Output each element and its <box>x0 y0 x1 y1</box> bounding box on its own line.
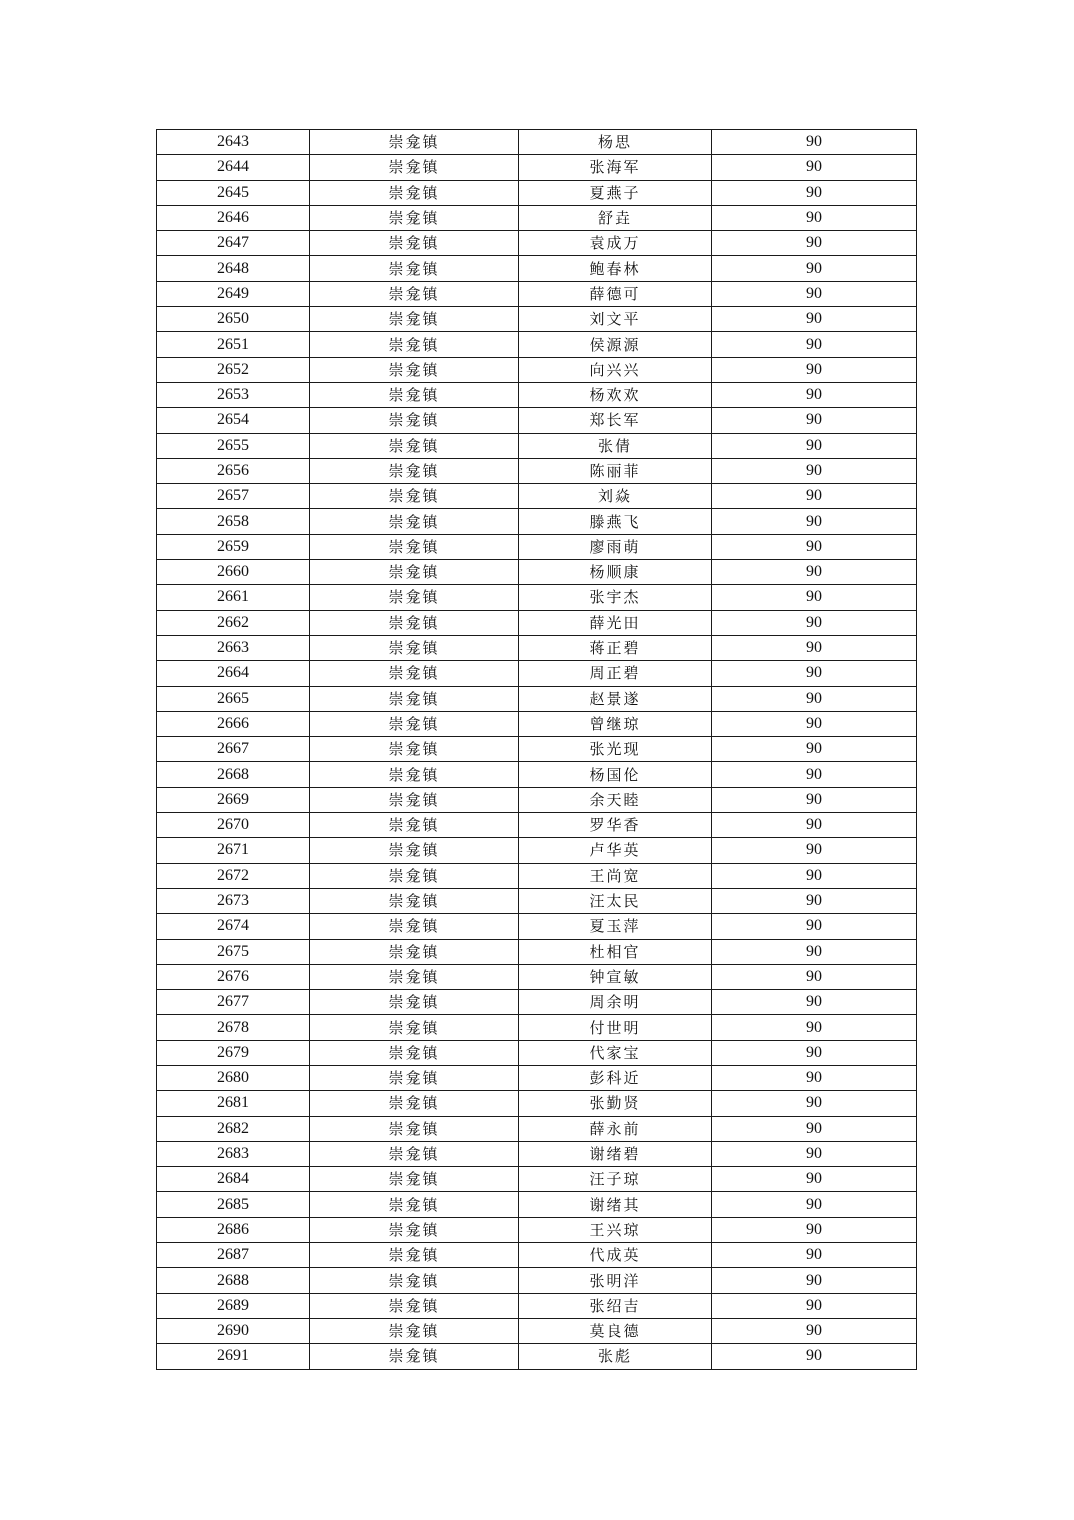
town-cell: 崇龛镇 <box>310 1268 519 1293</box>
town-cell: 崇龛镇 <box>310 408 519 433</box>
table-row <box>157 1217 917 1242</box>
person-name-cell: 汪太民 <box>519 888 712 913</box>
serial-number-cell: 2674 <box>157 914 310 939</box>
town-cell: 崇龛镇 <box>310 1065 519 1090</box>
town-cell: 崇龛镇 <box>310 509 519 534</box>
serial-number-cell: 2661 <box>157 585 310 610</box>
town-cell: 崇龛镇 <box>310 534 519 559</box>
amount-cell: 90 <box>712 939 917 964</box>
town-cell: 崇龛镇 <box>310 205 519 230</box>
serial-number-cell: 2691 <box>157 1344 310 1369</box>
amount-cell: 90 <box>712 1116 917 1141</box>
serial-number-cell: 2656 <box>157 458 310 483</box>
amount-cell: 90 <box>712 863 917 888</box>
table-row <box>157 560 917 585</box>
town-cell: 崇龛镇 <box>310 1192 519 1217</box>
serial-number-cell: 2672 <box>157 863 310 888</box>
person-name-cell: 侯源源 <box>519 332 712 357</box>
amount-cell: 90 <box>712 332 917 357</box>
table-row <box>157 231 917 256</box>
table-row <box>157 433 917 458</box>
table-row <box>157 813 917 838</box>
table-row <box>157 1344 917 1369</box>
person-name-cell: 王兴琼 <box>519 1217 712 1242</box>
amount-cell: 90 <box>712 711 917 736</box>
amount-cell: 90 <box>712 231 917 256</box>
amount-cell: 90 <box>712 408 917 433</box>
table-row <box>157 1141 917 1166</box>
table-row <box>157 458 917 483</box>
amount-cell: 90 <box>712 256 917 281</box>
table-row <box>157 382 917 407</box>
amount-cell: 90 <box>712 585 917 610</box>
person-name-cell: 薛德可 <box>519 281 712 306</box>
serial-number-cell: 2683 <box>157 1141 310 1166</box>
serial-number-cell: 2685 <box>157 1192 310 1217</box>
serial-number-cell: 2678 <box>157 1015 310 1040</box>
table-row <box>157 914 917 939</box>
person-name-cell: 谢绪碧 <box>519 1141 712 1166</box>
table-row <box>157 762 917 787</box>
person-name-cell: 夏玉萍 <box>519 914 712 939</box>
amount-cell: 90 <box>712 1243 917 1268</box>
amount-cell: 90 <box>712 484 917 509</box>
person-name-cell: 陈丽菲 <box>519 458 712 483</box>
town-cell: 崇龛镇 <box>310 711 519 736</box>
amount-cell: 90 <box>712 787 917 812</box>
table-row <box>157 205 917 230</box>
serial-number-cell: 2676 <box>157 964 310 989</box>
person-name-cell: 杨欢欢 <box>519 382 712 407</box>
person-name-cell: 张倩 <box>519 433 712 458</box>
serial-number-cell: 2653 <box>157 382 310 407</box>
roster-table-body <box>157 130 917 1370</box>
serial-number-cell: 2659 <box>157 534 310 559</box>
serial-number-cell: 2663 <box>157 635 310 660</box>
town-cell: 崇龛镇 <box>310 281 519 306</box>
person-name-cell: 薛光田 <box>519 610 712 635</box>
serial-number-cell: 2643 <box>157 130 310 155</box>
table-row <box>157 484 917 509</box>
town-cell: 崇龛镇 <box>310 180 519 205</box>
town-cell: 崇龛镇 <box>310 863 519 888</box>
table-row <box>157 1040 917 1065</box>
amount-cell: 90 <box>712 534 917 559</box>
serial-number-cell: 2649 <box>157 281 310 306</box>
table-row <box>157 661 917 686</box>
table-row <box>157 332 917 357</box>
person-name-cell: 向兴兴 <box>519 357 712 382</box>
person-name-cell: 舒垚 <box>519 205 712 230</box>
person-name-cell: 周余明 <box>519 990 712 1015</box>
amount-cell: 90 <box>712 180 917 205</box>
town-cell: 崇龛镇 <box>310 256 519 281</box>
serial-number-cell: 2662 <box>157 610 310 635</box>
person-name-cell: 曾继琼 <box>519 711 712 736</box>
serial-number-cell: 2668 <box>157 762 310 787</box>
town-cell: 崇龛镇 <box>310 382 519 407</box>
serial-number-cell: 2644 <box>157 155 310 180</box>
town-cell: 崇龛镇 <box>310 231 519 256</box>
amount-cell: 90 <box>712 1192 917 1217</box>
town-cell: 崇龛镇 <box>310 888 519 913</box>
person-name-cell: 刘焱 <box>519 484 712 509</box>
amount-cell: 90 <box>712 1217 917 1242</box>
person-name-cell: 鲍春林 <box>519 256 712 281</box>
town-cell: 崇龛镇 <box>310 762 519 787</box>
town-cell: 崇龛镇 <box>310 332 519 357</box>
town-cell: 崇龛镇 <box>310 1243 519 1268</box>
table-row <box>157 711 917 736</box>
person-name-cell: 张光现 <box>519 737 712 762</box>
table-row <box>157 1091 917 1116</box>
person-name-cell: 张勤贤 <box>519 1091 712 1116</box>
town-cell: 崇龛镇 <box>310 1318 519 1343</box>
amount-cell: 90 <box>712 1293 917 1318</box>
person-name-cell: 卢华英 <box>519 838 712 863</box>
table-row <box>157 1167 917 1192</box>
person-name-cell: 杨思 <box>519 130 712 155</box>
town-cell: 崇龛镇 <box>310 155 519 180</box>
table-row <box>157 686 917 711</box>
table-row <box>157 155 917 180</box>
amount-cell: 90 <box>712 964 917 989</box>
town-cell: 崇龛镇 <box>310 1141 519 1166</box>
person-name-cell: 代家宝 <box>519 1040 712 1065</box>
serial-number-cell: 2666 <box>157 711 310 736</box>
serial-number-cell: 2682 <box>157 1116 310 1141</box>
town-cell: 崇龛镇 <box>310 661 519 686</box>
table-row <box>157 534 917 559</box>
serial-number-cell: 2660 <box>157 560 310 585</box>
amount-cell: 90 <box>712 458 917 483</box>
table-row <box>157 357 917 382</box>
table-row <box>157 408 917 433</box>
person-name-cell: 付世明 <box>519 1015 712 1040</box>
town-cell: 崇龛镇 <box>310 838 519 863</box>
town-cell: 崇龛镇 <box>310 1293 519 1318</box>
town-cell: 崇龛镇 <box>310 130 519 155</box>
amount-cell: 90 <box>712 1318 917 1343</box>
serial-number-cell: 2665 <box>157 686 310 711</box>
amount-cell: 90 <box>712 914 917 939</box>
town-cell: 崇龛镇 <box>310 990 519 1015</box>
person-name-cell: 薛永前 <box>519 1116 712 1141</box>
person-name-cell: 余天睦 <box>519 787 712 812</box>
person-name-cell: 滕燕飞 <box>519 509 712 534</box>
person-name-cell: 莫良德 <box>519 1318 712 1343</box>
person-name-cell: 杜相官 <box>519 939 712 964</box>
serial-number-cell: 2654 <box>157 408 310 433</box>
serial-number-cell: 2677 <box>157 990 310 1015</box>
town-cell: 崇龛镇 <box>310 635 519 660</box>
person-name-cell: 杨顺康 <box>519 560 712 585</box>
serial-number-cell: 2667 <box>157 737 310 762</box>
serial-number-cell: 2658 <box>157 509 310 534</box>
town-cell: 崇龛镇 <box>310 1091 519 1116</box>
person-name-cell: 代成英 <box>519 1243 712 1268</box>
town-cell: 崇龛镇 <box>310 307 519 332</box>
serial-number-cell: 2646 <box>157 205 310 230</box>
table-row <box>157 787 917 812</box>
amount-cell: 90 <box>712 1015 917 1040</box>
table-row <box>157 130 917 155</box>
amount-cell: 90 <box>712 610 917 635</box>
town-cell: 崇龛镇 <box>310 458 519 483</box>
amount-cell: 90 <box>712 205 917 230</box>
town-cell: 崇龛镇 <box>310 914 519 939</box>
amount-cell: 90 <box>712 888 917 913</box>
town-cell: 崇龛镇 <box>310 1344 519 1369</box>
table-row <box>157 964 917 989</box>
table-row <box>157 737 917 762</box>
amount-cell: 90 <box>712 762 917 787</box>
table-row <box>157 863 917 888</box>
town-cell: 崇龛镇 <box>310 964 519 989</box>
serial-number-cell: 2680 <box>157 1065 310 1090</box>
amount-cell: 90 <box>712 990 917 1015</box>
table-row <box>157 1116 917 1141</box>
town-cell: 崇龛镇 <box>310 357 519 382</box>
person-name-cell: 廖雨萌 <box>519 534 712 559</box>
town-cell: 崇龛镇 <box>310 560 519 585</box>
amount-cell: 90 <box>712 686 917 711</box>
serial-number-cell: 2688 <box>157 1268 310 1293</box>
town-cell: 崇龛镇 <box>310 433 519 458</box>
serial-number-cell: 2648 <box>157 256 310 281</box>
table-row <box>157 1293 917 1318</box>
person-name-cell: 张绍吉 <box>519 1293 712 1318</box>
amount-cell: 90 <box>712 130 917 155</box>
amount-cell: 90 <box>712 661 917 686</box>
town-cell: 崇龛镇 <box>310 737 519 762</box>
serial-number-cell: 2686 <box>157 1217 310 1242</box>
serial-number-cell: 2650 <box>157 307 310 332</box>
table-row <box>157 1243 917 1268</box>
amount-cell: 90 <box>712 1065 917 1090</box>
amount-cell: 90 <box>712 281 917 306</box>
serial-number-cell: 2684 <box>157 1167 310 1192</box>
serial-number-cell: 2690 <box>157 1318 310 1343</box>
person-name-cell: 谢绪其 <box>519 1192 712 1217</box>
town-cell: 崇龛镇 <box>310 484 519 509</box>
amount-cell: 90 <box>712 838 917 863</box>
town-cell: 崇龛镇 <box>310 686 519 711</box>
person-name-cell: 王尚宽 <box>519 863 712 888</box>
amount-cell: 90 <box>712 1268 917 1293</box>
town-cell: 崇龛镇 <box>310 1116 519 1141</box>
amount-cell: 90 <box>712 307 917 332</box>
table-row <box>157 1268 917 1293</box>
person-name-cell: 钟宣敏 <box>519 964 712 989</box>
amount-cell: 90 <box>712 1344 917 1369</box>
person-name-cell: 汪子琼 <box>519 1167 712 1192</box>
amount-cell: 90 <box>712 813 917 838</box>
town-cell: 崇龛镇 <box>310 787 519 812</box>
serial-number-cell: 2664 <box>157 661 310 686</box>
table-row <box>157 990 917 1015</box>
person-name-cell: 赵景遂 <box>519 686 712 711</box>
amount-cell: 90 <box>712 1167 917 1192</box>
table-row <box>157 307 917 332</box>
serial-number-cell: 2671 <box>157 838 310 863</box>
table-row <box>157 585 917 610</box>
amount-cell: 90 <box>712 560 917 585</box>
person-name-cell: 罗华香 <box>519 813 712 838</box>
town-cell: 崇龛镇 <box>310 939 519 964</box>
serial-number-cell: 2670 <box>157 813 310 838</box>
person-name-cell: 张宇杰 <box>519 585 712 610</box>
person-name-cell: 郑长军 <box>519 408 712 433</box>
table-row <box>157 635 917 660</box>
serial-number-cell: 2689 <box>157 1293 310 1318</box>
table-row <box>157 939 917 964</box>
table-row <box>157 888 917 913</box>
serial-number-cell: 2673 <box>157 888 310 913</box>
town-cell: 崇龛镇 <box>310 1040 519 1065</box>
amount-cell: 90 <box>712 155 917 180</box>
town-cell: 崇龛镇 <box>310 1217 519 1242</box>
person-name-cell: 张彪 <box>519 1344 712 1369</box>
amount-cell: 90 <box>712 1091 917 1116</box>
serial-number-cell: 2652 <box>157 357 310 382</box>
serial-number-cell: 2651 <box>157 332 310 357</box>
amount-cell: 90 <box>712 635 917 660</box>
amount-cell: 90 <box>712 382 917 407</box>
serial-number-cell: 2655 <box>157 433 310 458</box>
serial-number-cell: 2687 <box>157 1243 310 1268</box>
table-row <box>157 838 917 863</box>
person-name-cell: 袁成万 <box>519 231 712 256</box>
table-row <box>157 180 917 205</box>
person-name-cell: 张海军 <box>519 155 712 180</box>
person-name-cell: 张明洋 <box>519 1268 712 1293</box>
town-cell: 崇龛镇 <box>310 1015 519 1040</box>
town-cell: 崇龛镇 <box>310 1167 519 1192</box>
serial-number-cell: 2645 <box>157 180 310 205</box>
table-row <box>157 256 917 281</box>
serial-number-cell: 2679 <box>157 1040 310 1065</box>
person-name-cell: 夏燕子 <box>519 180 712 205</box>
roster-table <box>156 129 917 1370</box>
table-row <box>157 281 917 306</box>
town-cell: 崇龛镇 <box>310 610 519 635</box>
person-name-cell: 刘文平 <box>519 307 712 332</box>
town-cell: 崇龛镇 <box>310 813 519 838</box>
table-row <box>157 1318 917 1343</box>
serial-number-cell: 2681 <box>157 1091 310 1116</box>
serial-number-cell: 2657 <box>157 484 310 509</box>
amount-cell: 90 <box>712 1141 917 1166</box>
table-row <box>157 1192 917 1217</box>
amount-cell: 90 <box>712 509 917 534</box>
amount-cell: 90 <box>712 1040 917 1065</box>
person-name-cell: 杨国伦 <box>519 762 712 787</box>
serial-number-cell: 2647 <box>157 231 310 256</box>
table-row <box>157 610 917 635</box>
table-row <box>157 509 917 534</box>
person-name-cell: 蒋正碧 <box>519 635 712 660</box>
amount-cell: 90 <box>712 737 917 762</box>
person-name-cell: 周正碧 <box>519 661 712 686</box>
person-name-cell: 彭科近 <box>519 1065 712 1090</box>
serial-number-cell: 2669 <box>157 787 310 812</box>
table-row <box>157 1065 917 1090</box>
table-row <box>157 1015 917 1040</box>
serial-number-cell: 2675 <box>157 939 310 964</box>
town-cell: 崇龛镇 <box>310 585 519 610</box>
amount-cell: 90 <box>712 357 917 382</box>
amount-cell: 90 <box>712 433 917 458</box>
